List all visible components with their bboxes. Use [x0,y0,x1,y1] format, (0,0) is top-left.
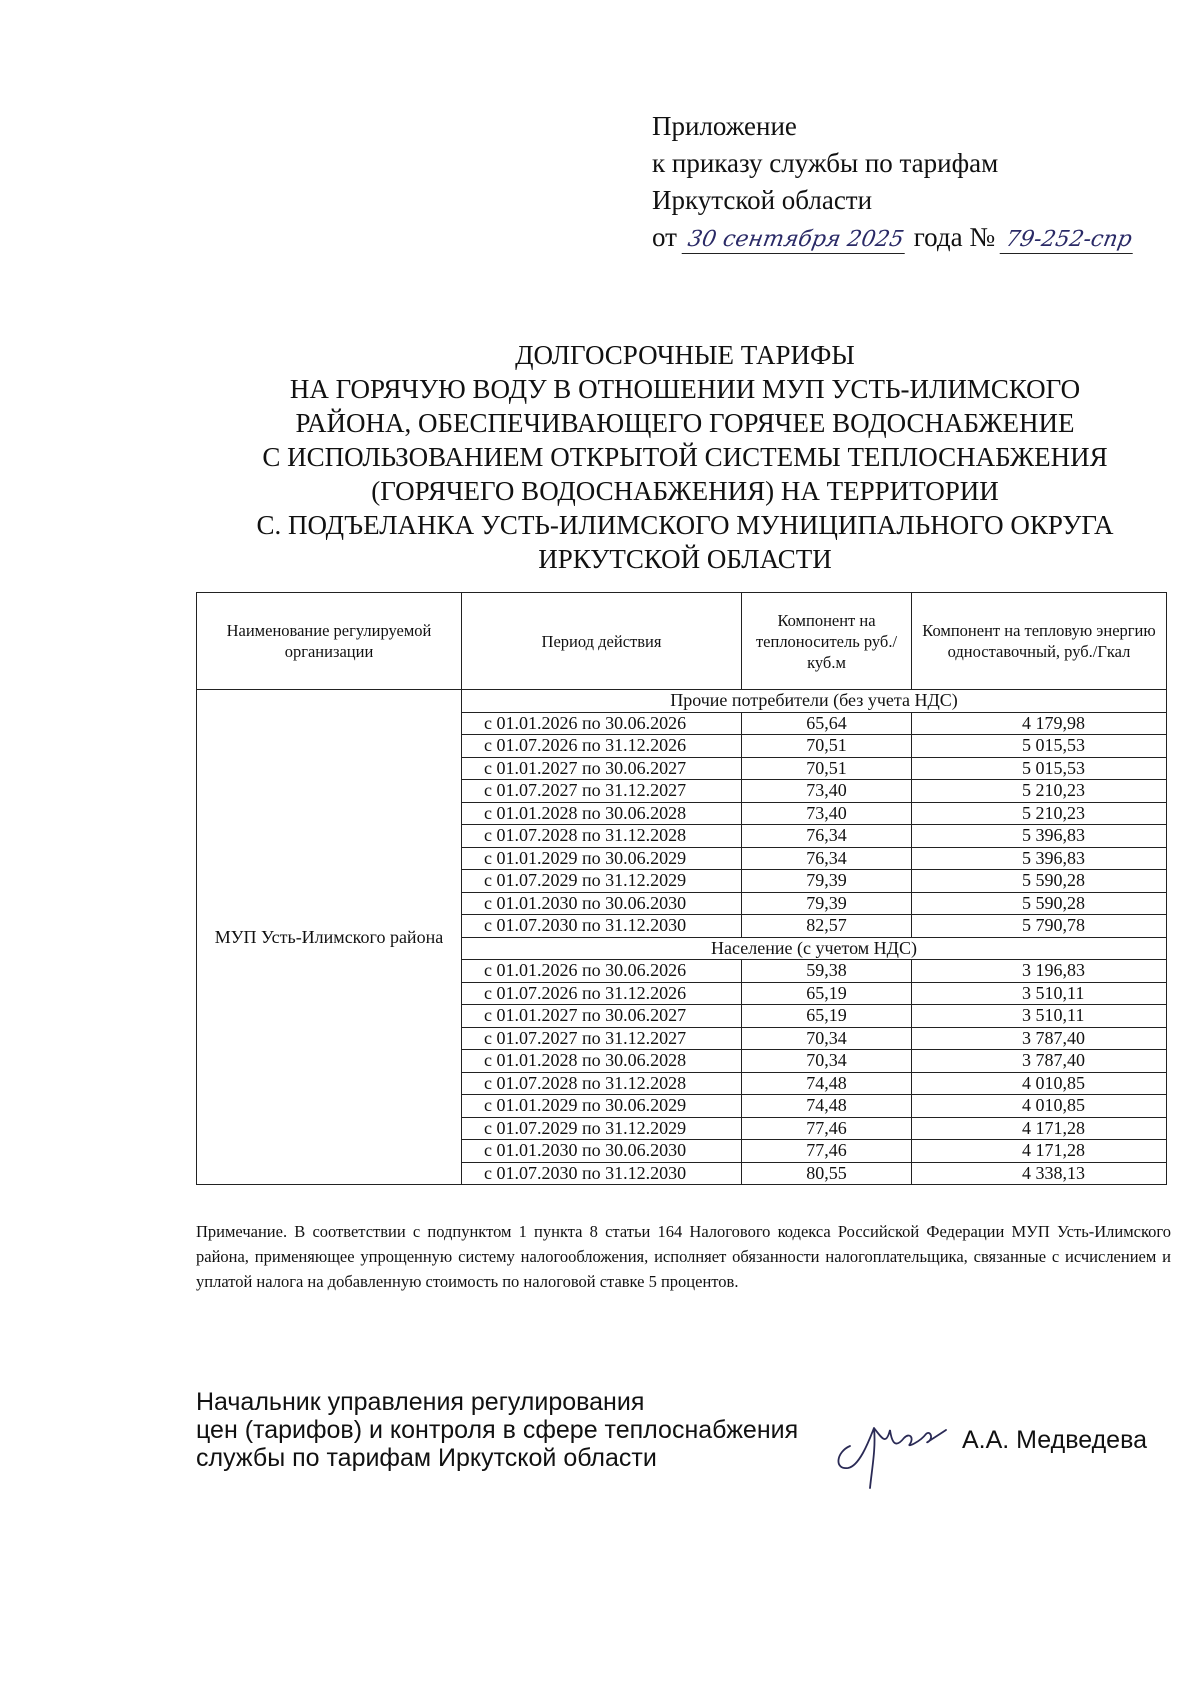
header-carrier: Компонент на теплоноситель руб./куб.м [742,593,912,690]
header-heat: Компонент на тепловую энергию одноставочный, руб./Гкал [912,593,1167,690]
carrier-cell: 70,51 [742,757,912,780]
period-cell: с 01.01.2028 по 30.06.2028 [462,802,742,825]
period-cell: с 01.07.2026 по 31.12.2026 [462,735,742,758]
period-cell: с 01.01.2028 по 30.06.2028 [462,1050,742,1073]
period-cell: с 01.01.2027 по 30.06.2027 [462,757,742,780]
appendix-header [652,108,1135,256]
carrier-cell: 82,57 [742,915,912,938]
signatory-position [196,1388,798,1472]
carrier-cell: 76,34 [742,825,912,848]
carrier-cell: 77,46 [742,1140,912,1163]
group-header-row [197,690,1167,713]
tariff-table [196,592,1167,1185]
signer-name: А.А. Медведева [962,1426,1147,1454]
carrier-cell: 70,51 [742,735,912,758]
heat-cell: 3 787,40 [912,1027,1167,1050]
period-cell: с 01.07.2029 по 31.12.2029 [462,870,742,893]
heat-cell: 5 210,23 [912,802,1167,825]
period-cell: с 01.07.2030 по 31.12.2030 [462,1162,742,1185]
carrier-cell: 65,64 [742,712,912,735]
title-line: РАЙОНА, ОБЕСПЕЧИВАЮЩЕГО ГОРЯЧЕЕ ВОДОСНАБЖЕНИЕ [295,408,1075,438]
carrier-cell: 74,48 [742,1072,912,1095]
heat-cell: 3 787,40 [912,1050,1167,1073]
heat-cell: 3 510,11 [912,982,1167,1005]
heat-cell: 4 010,85 [912,1072,1167,1095]
table-header-row [197,593,1167,690]
appendix-line-3: Иркутской области [652,185,873,215]
carrier-cell: 79,39 [742,870,912,893]
heat-cell: 5 396,83 [912,847,1167,870]
period-cell: с 01.07.2027 по 31.12.2027 [462,1027,742,1050]
period-cell: с 01.01.2026 по 30.06.2026 [462,712,742,735]
title-line: С ИСПОЛЬЗОВАНИЕМ ОТКРЫТОЙ СИСТЕМЫ ТЕПЛОСНАБЖЕНИЯ [262,442,1108,472]
document-title [180,338,1190,576]
period-cell: с 01.07.2029 по 31.12.2029 [462,1117,742,1140]
heat-cell: 4 179,98 [912,712,1167,735]
period-cell: с 01.07.2030 по 31.12.2030 [462,915,742,938]
period-cell: с 01.07.2027 по 31.12.2027 [462,780,742,803]
period-cell: с 01.01.2029 по 30.06.2029 [462,847,742,870]
carrier-cell: 73,40 [742,780,912,803]
period-cell: с 01.01.2029 по 30.06.2029 [462,1095,742,1118]
carrier-cell: 70,34 [742,1027,912,1050]
tax-note: Примечание. В соответствии с подпунктом 1 пункта 8 статьи 164 Налогового кодекса Российской Федерации МУП Усть-Илимского района, применяющее упрощенную систему налогообложения, исполняет обязанности налогоплательщика, связанные с исчислением и уплатой налога на добавленную стоимость по налоговой ставке 5 процентов. [196,1222,1171,1291]
handwritten-order-number: 79-252-спр [999,227,1137,254]
header-org: Наименование регулируемой организации [197,593,462,690]
carrier-cell: 65,19 [742,1005,912,1028]
appendix-date-line [652,219,1135,256]
period-cell: с 01.01.2030 по 30.06.2030 [462,892,742,915]
carrier-cell: 80,55 [742,1162,912,1185]
appendix-line-2: к приказу службы по тарифам [652,148,999,178]
appendix-line-1: Приложение [652,111,797,141]
heat-cell: 5 590,28 [912,892,1167,915]
organization-cell: МУП Усть-Илимского района [197,690,462,1185]
heat-cell: 3 510,11 [912,1005,1167,1028]
heat-cell: 4 171,28 [912,1117,1167,1140]
heat-cell: 5 210,23 [912,780,1167,803]
heat-cell: 5 590,28 [912,870,1167,893]
position-line-1: Начальник управления регулирования [196,1388,645,1416]
heat-cell: 5 015,53 [912,735,1167,758]
heat-cell: 5 015,53 [912,757,1167,780]
title-line: ИРКУТСКОЙ ОБЛАСТИ [538,544,832,574]
period-cell: с 01.07.2028 по 31.12.2028 [462,1072,742,1095]
carrier-cell: 74,48 [742,1095,912,1118]
consumer-group-label: Население (с учетом НДС) [462,937,1167,960]
heat-cell: 3 196,83 [912,960,1167,983]
carrier-cell: 59,38 [742,960,912,983]
carrier-cell: 65,19 [742,982,912,1005]
period-cell: с 01.07.2028 по 31.12.2028 [462,825,742,848]
position-line-3: службы по тарифам Иркутской области [196,1444,657,1472]
handwritten-date: 30 сентября 2025 [681,227,909,254]
carrier-cell: 76,34 [742,847,912,870]
period-cell: с 01.01.2030 по 30.06.2030 [462,1140,742,1163]
position-line-2: цен (тарифов) и контроля в сфере теплоснабжения [196,1416,799,1444]
period-cell: с 01.01.2027 по 30.06.2027 [462,1005,742,1028]
heat-cell: 5 790,78 [912,915,1167,938]
title-line: ДОЛГОСРОЧНЫЕ ТАРИФЫ [515,340,855,370]
heat-cell: 5 396,83 [912,825,1167,848]
consumer-group-label: Прочие потребители (без учета НДС) [462,690,1167,713]
carrier-cell: 77,46 [742,1117,912,1140]
title-line: НА ГОРЯЧУЮ ВОДУ В ОТНОШЕНИИ МУП УСТЬ-ИЛИМСКОГО [289,374,1081,404]
carrier-cell: 79,39 [742,892,912,915]
carrier-cell: 70,34 [742,1050,912,1073]
heat-cell: 4 171,28 [912,1140,1167,1163]
period-cell: с 01.01.2026 по 30.06.2026 [462,960,742,983]
heat-cell: 4 338,13 [912,1162,1167,1185]
header-period: Период действия [462,593,742,690]
from-label: от [652,222,677,252]
handwritten-signature [830,1408,960,1492]
carrier-cell: 73,40 [742,802,912,825]
year-label: года № [913,222,996,252]
title-line: (ГОРЯЧЕГО ВОДОСНАБЖЕНИЯ) НА ТЕРРИТОРИИ [371,476,999,506]
title-line: С. ПОДЪЕЛАНКА УСТЬ-ИЛИМСКОГО МУНИЦИПАЛЬНОГО ОКРУГА [256,510,1114,540]
heat-cell: 4 010,85 [912,1095,1167,1118]
period-cell: с 01.07.2026 по 31.12.2026 [462,982,742,1005]
